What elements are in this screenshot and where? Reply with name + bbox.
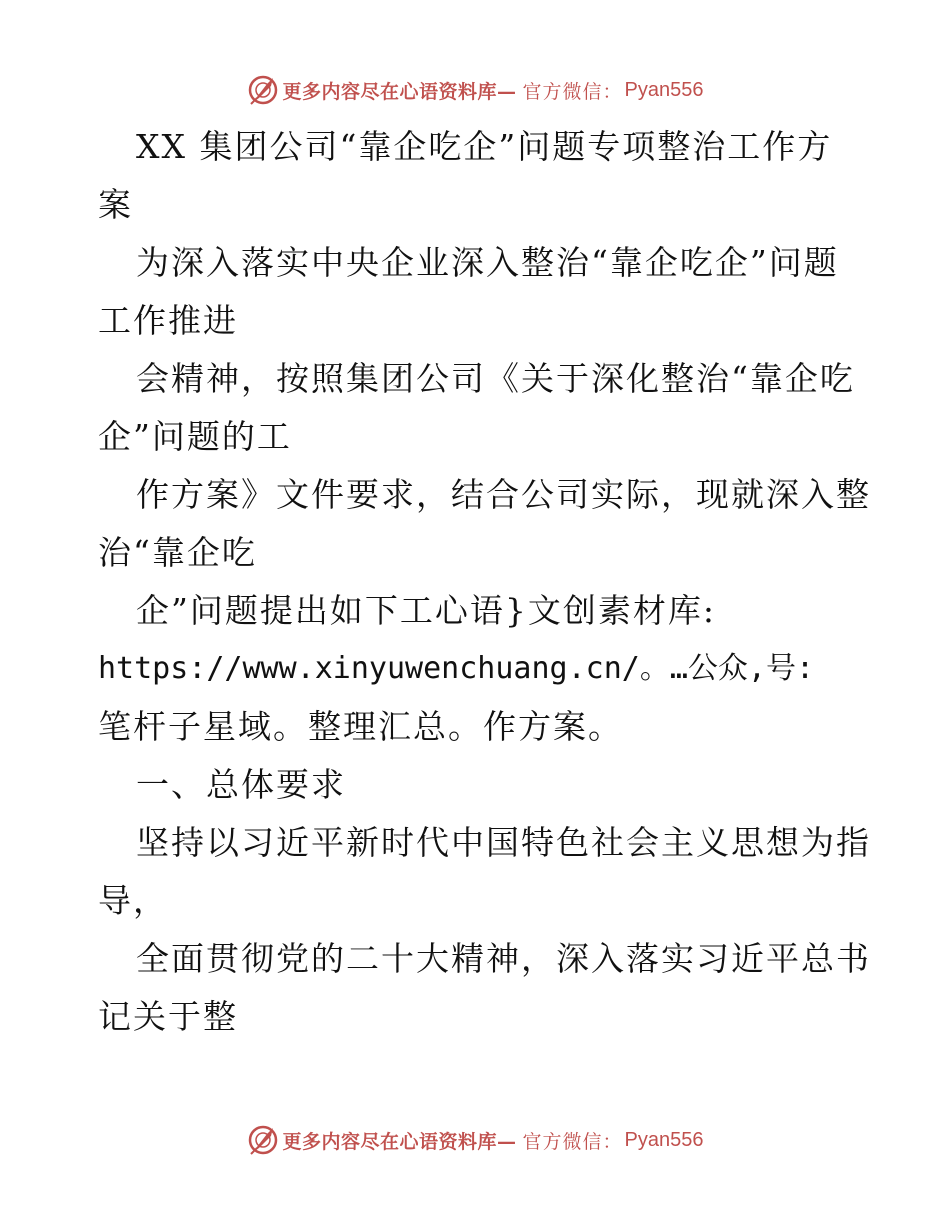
document-title-line: 案 bbox=[98, 185, 133, 224]
banner-wechat-id: Pyan556 bbox=[624, 1128, 704, 1151]
document-body bbox=[98, 118, 871, 1046]
quill-logo-icon bbox=[247, 1124, 279, 1156]
paragraph-line: 企”问题提出如下工心语}文创素材库: bbox=[136, 591, 716, 630]
paragraph-line: 为深入落实中央企业深入整治“靠企吃企”问题 bbox=[136, 243, 839, 282]
paragraph-line: 记关于整 bbox=[98, 997, 238, 1036]
paragraph-line: 导， bbox=[98, 881, 168, 920]
banner-wechat-id: Pyan556 bbox=[624, 78, 704, 101]
quill-logo-icon bbox=[247, 74, 279, 106]
paragraph-line: 坚持以习近平新时代中国特色社会主义思想为指 bbox=[136, 823, 871, 862]
banner-wechat-label: 官方微信： bbox=[522, 80, 623, 103]
banner-wechat-label: 官方微信： bbox=[522, 1130, 623, 1153]
paragraph-line: 作方案》文件要求，结合公司实际，现就深入整 bbox=[136, 475, 871, 514]
header-banner bbox=[0, 70, 950, 110]
section-heading: 一、总体要求 bbox=[136, 765, 346, 804]
paragraph-line: 全面贯彻党的二十大精神，深入落实习近平总书 bbox=[136, 939, 871, 978]
paragraph-line: 治“靠企吃 bbox=[98, 533, 257, 572]
paragraph-line: 笔杆子星域。整理汇总。作方案。 bbox=[98, 707, 623, 746]
banner-text: 更多内容尽在心语资料库— bbox=[282, 1130, 517, 1153]
paragraph-line: 工作推进 bbox=[98, 301, 238, 340]
document-title-line: XX 集团公司“靠企吃企”问题专项整治工作方 bbox=[136, 127, 833, 166]
banner-text: 更多内容尽在心语资料库— bbox=[282, 80, 517, 103]
footer-banner bbox=[0, 1120, 950, 1160]
url-line: https://www.xinyuwenchuang.cn/。…公众,号: bbox=[98, 651, 815, 686]
paragraph-line: 会精神，按照集团公司《关于深化整治“靠企吃 bbox=[136, 359, 855, 398]
paragraph-line: 企”问题的工 bbox=[98, 417, 292, 456]
